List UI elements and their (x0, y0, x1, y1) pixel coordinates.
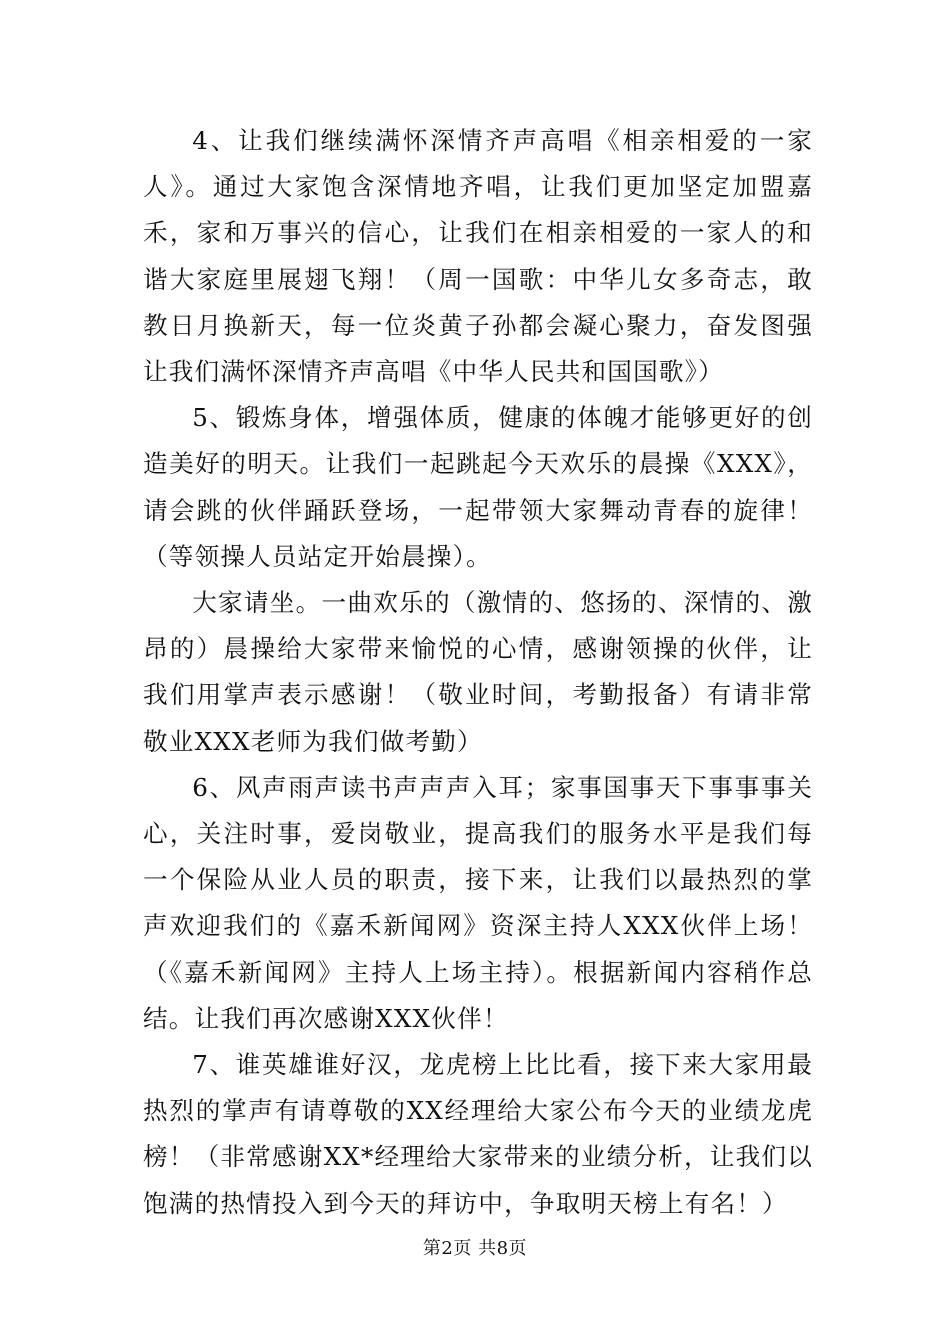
paragraph-item-7: 7、谁英雄谁好汉，龙虎榜上比比看，接下来大家用最热烈的掌声有请尊敬的XX经理给大家公布今天的业绩龙虎榜！（非常感谢XX*经理给大家带来的业绩分析，让我们以饱满的热情投入到今天的拜访中，争取明天榜上有名！） (143, 1050, 813, 1218)
paragraph-item-4: 4、让我们继续满怀深情齐声高唱《相亲相爱的一家人》。通过大家饱含深情地齐唱，让我们更加坚定加盟嘉禾，家和万事兴的信心，让我们在相亲相爱的一家人的和谐大家庭里展翅飞翔！（周一国歌：中华儿女多奇志，敢教日月换新天，每一位炎黄子孙都会凝心聚力，奋发图强让我们满怀深情齐声高唱《中华人民共和国国歌》） (143, 126, 813, 387)
paragraph-item-6: 6、风声雨声读书声声声入耳；家事国事天下事事事关心，关注时事，爱岗敬业，提高我们的服务水平是我们每一个保险从业人员的职责，接下来，让我们以最热烈的掌声欢迎我们的《嘉禾新闻网》资深主持人XXX伙伴上场！（《嘉禾新闻网》主持人上场主持）。根据新闻内容稍作总结。让我们再次感谢XXX伙伴！ (143, 772, 813, 1033)
paragraph-thanks: 大家请坐。一曲欢乐的（激情的、悠扬的、深情的、激昂的）晨操给大家带来愉悦的心情，感谢领操的伙伴，让我们用掌声表示感谢！（敬业时间，考勤报备）有请非常敬业XXX老师为我们做考勤） (143, 588, 813, 756)
document-body (143, 118, 813, 1227)
page-number-footer: 第2页 共8页 (422, 1238, 528, 1259)
paragraph-item-5: 5、锻炼身体，增强体质，健康的体魄才能够更好的创造美好的明天。让我们一起跳起今天欢乐的晨操《XXX》，请会跳的伙伴踊跃登场，一起带领大家舞动青春的旋律！（等领操人员站定开始晨操）。 (143, 403, 813, 571)
